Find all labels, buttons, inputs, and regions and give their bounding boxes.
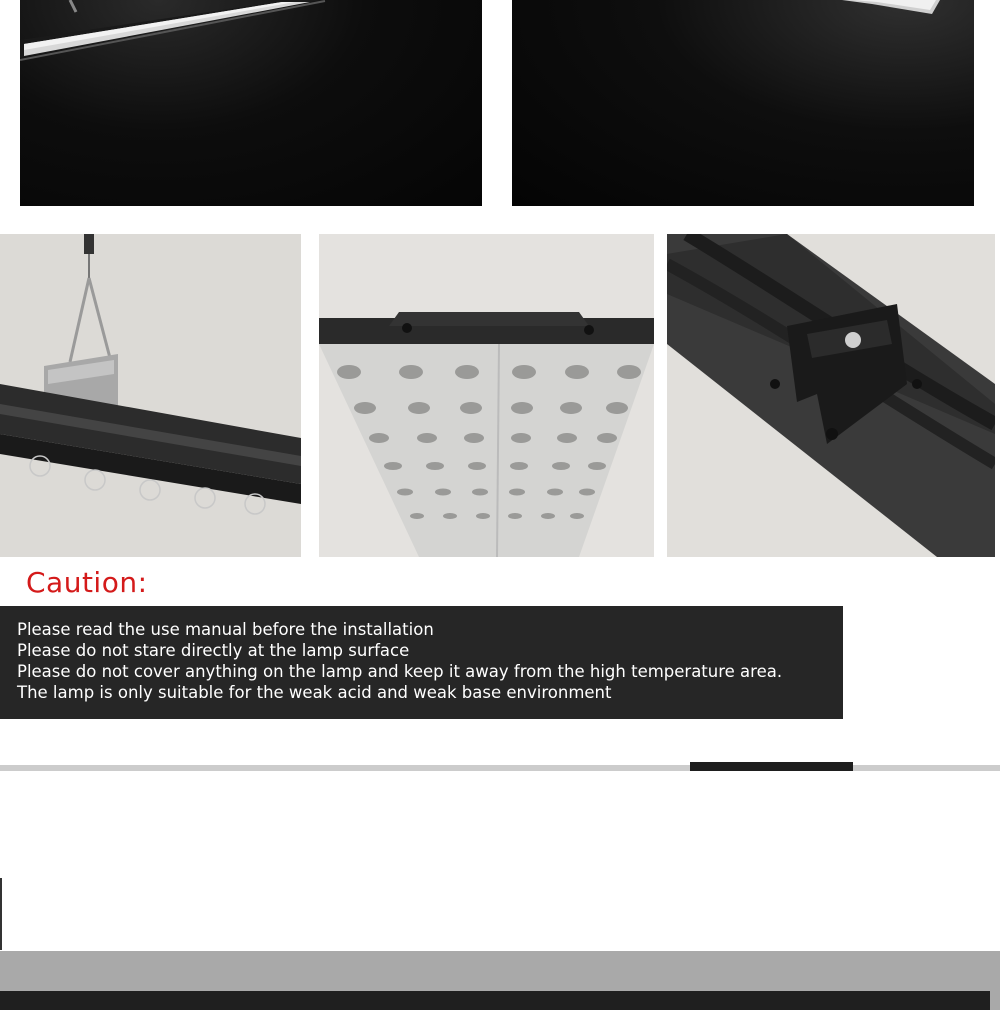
hanging-bracket-illustration	[0, 234, 301, 557]
detail-photo-led-lens	[319, 234, 654, 557]
caution-line: Please do not stare directly at the lamp surface	[17, 641, 410, 660]
caution-title: Caution:	[26, 566, 148, 599]
section-divider-tab	[690, 762, 853, 771]
product-photo-top-left	[20, 0, 482, 206]
caution-line: Please do not cover anything on the lamp and keep it away from the high temperature area.	[17, 662, 783, 681]
mounting-bracket-illustration	[667, 234, 995, 557]
led-lens-array-illustration	[319, 234, 654, 557]
product-photo-top-right	[512, 0, 974, 206]
caution-line: The lamp is only suitable for the weak acid and weak base environment	[17, 683, 612, 702]
bottom-dark-bar	[0, 991, 990, 1010]
linear-lamp-illustration	[20, 0, 482, 206]
linear-lamp-illustration	[512, 0, 974, 206]
left-edge-mark	[0, 878, 2, 950]
detail-photo-hanging-bracket	[0, 234, 301, 557]
caution-line: Please read the use manual before the installation	[17, 620, 434, 639]
caution-box	[0, 606, 843, 719]
detail-photo-mounting-bracket	[667, 234, 995, 557]
